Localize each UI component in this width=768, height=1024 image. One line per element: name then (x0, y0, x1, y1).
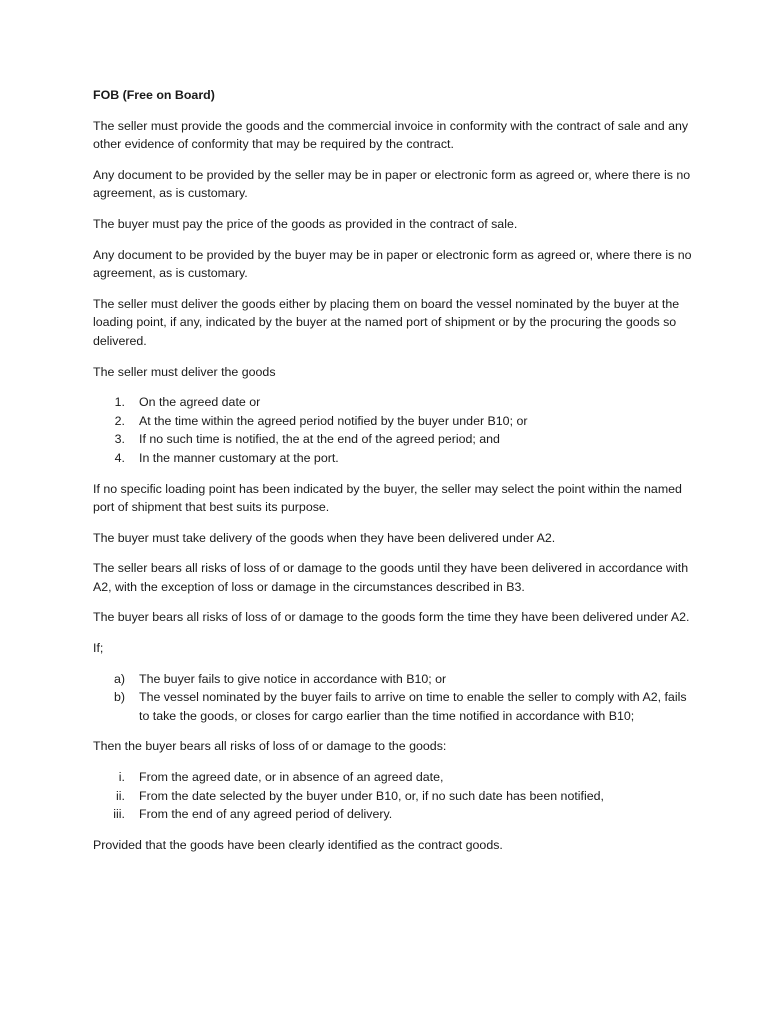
risk-timing-list (93, 768, 693, 824)
list-marker: 2. (114, 413, 125, 428)
list-marker: ii. (116, 788, 125, 803)
document-title: FOB (Free on Board) (93, 88, 215, 102)
list-item-text: In the manner customary at the port. (139, 450, 339, 465)
list-item-text: From the agreed date, or in absence of an agreed date, (139, 770, 444, 785)
list-item (93, 449, 693, 468)
list-item-text: The buyer fails to give notice in accordance with B10; or (139, 671, 447, 686)
paragraph-seller-bears-risk: The seller bears all risks of loss of or damage to the goods until they have been delivered in accordance with A2, with the exception of loss or damage in the circumstances described in B3. (93, 561, 689, 594)
paragraph-seller-goods-invoice: The seller must provide the goods and the commercial invoice in conformity with the contract of sale and any other evidence of conformity that may be required by the contract. (93, 118, 689, 152)
paragraph-seller-deliver-goods: The seller must deliver the goods (93, 364, 276, 379)
paragraph-seller-deliver-on-board: The seller must deliver the goods either by placing them on board the vessel nominated by the buyer at the loading point, if any, indicated by the buyer at the named port of shipment or by the procuring the goods so delivered. (93, 296, 680, 348)
list-item (93, 412, 693, 431)
paragraph-buyer-take-delivery: The buyer must take delivery of the goods when they have been delivered under A2. (93, 530, 556, 545)
list-marker: a) (113, 671, 125, 686)
list-item (93, 670, 693, 689)
list-marker: i. (118, 770, 125, 785)
list-item (93, 430, 693, 449)
list-marker: 1. (114, 395, 125, 410)
failure-conditions-list (93, 670, 693, 726)
paragraph-seller-documents: Any document to be provided by the seller may be in paper or electronic form as agreed or, where there is no agreement, as is customary. (93, 167, 691, 201)
delivery-conditions-list (93, 393, 693, 467)
paragraph-loading-point: If no specific loading point has been indicated by the buyer, the seller may select the point within the named port of shipment that best suits its purpose. (93, 481, 682, 515)
document-page (93, 86, 693, 866)
list-item-text: From the date selected by the buyer under B10, or, if no such date has been notified, (139, 788, 604, 803)
list-item (93, 787, 693, 806)
list-item (93, 688, 693, 725)
list-item-text: At the time within the agreed period notified by the buyer under B10; or (139, 413, 528, 428)
list-item-text: The vessel nominated by the buyer fails to arrive on time to enable the seller to comply with A2, fails to take the goods, or closes for cargo earlier than the time notified in accordance with B10; (139, 690, 687, 723)
list-item-text: If no such time is notified, the at the end of the agreed period; and (139, 432, 500, 447)
paragraph-buyer-bears-risk: The buyer bears all risks of loss of or damage to the goods form the time they have been delivered under A2. (93, 610, 690, 625)
list-marker: 3. (114, 432, 125, 447)
list-item-text: On the agreed date or (139, 395, 261, 410)
list-marker: b) (113, 690, 125, 705)
paragraph-then-buyer-bears-risk: Then the buyer bears all risks of loss of or damage to the goods: (93, 739, 447, 754)
list-marker: iii. (113, 807, 125, 822)
list-marker: 4. (114, 450, 125, 465)
paragraph-provided-identified: Provided that the goods have been clearly identified as the contract goods. (93, 837, 503, 852)
list-item (93, 805, 693, 824)
list-item (93, 768, 693, 787)
paragraph-buyer-pay-price: The buyer must pay the price of the goods as provided in the contract of sale. (93, 216, 518, 231)
list-item-text: From the end of any agreed period of delivery. (139, 807, 393, 822)
paragraph-buyer-documents: Any document to be provided by the buyer may be in paper or electronic form as agreed or, where there is no agreement, as is customary. (93, 247, 692, 281)
list-item (93, 393, 693, 412)
paragraph-if: If; (93, 641, 104, 656)
